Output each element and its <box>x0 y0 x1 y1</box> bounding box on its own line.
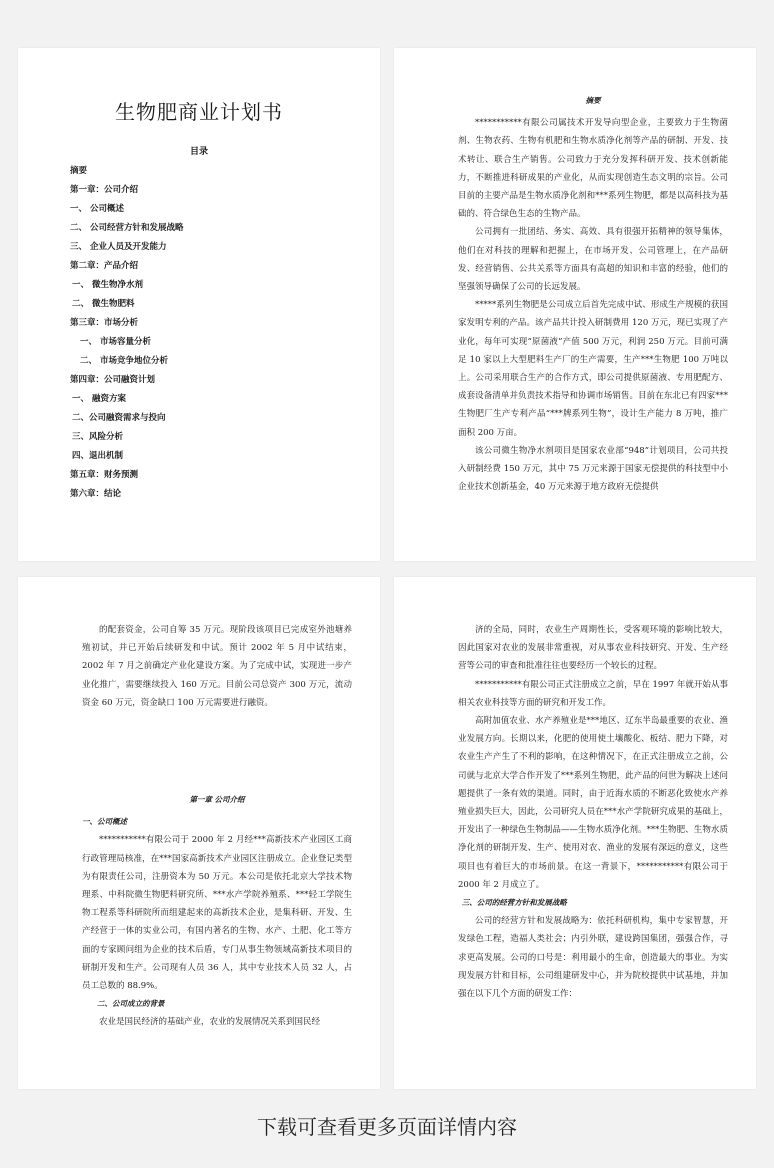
body-paragraph: ***********有限公司正式注册成立之前，早在 1997 年就开始从事相关农业科技等方面的研究和开发工作。 <box>458 679 728 708</box>
summary-paragraph: 该公司微生物净水剂项目是国家农业部“948”计划项目，公司共投入研制经费 150 万元，其中 75 万元来源于国家无偿提供的科技型中小企业技术创新基金，40 万元来源于地方政府无偿提供 <box>458 445 728 493</box>
body-paragraph: 高附加值农业、水产养殖业是***地区、辽东半岛最重要的农业、渔业发展方向。长期以来，化肥的使用使土壤酸化、板结、肥力下降，对农业生产产生了不利的影响，在这种情况下，在正式注册成立之前，公司就与北京大学合作开发了***系列生物肥，此产品的问世为解决上述问题提供了一条有效的渠道。同时，由于近海水质的不断恶化致使水产养殖业损失巨大，因此，公司研究人员在***水产学院研究成果的基础上，开发出了一种绿色生物制品——生物水质净化剂。***生物肥、生物水质净化剂的研制开发、生产、使用对农、渔业的发展有深远的意义，这些项目也有着巨大的市场前景。在这一背景下，***********有限公司于 2000 年 2 月成立了。 <box>458 716 728 890</box>
toc-item: 第二章：产品介绍 <box>70 261 139 271</box>
document-page-4 <box>394 577 756 1089</box>
company-overview-heading: 一、公司概述 <box>82 817 127 827</box>
toc-item: 第六章：结论 <box>70 489 122 499</box>
table-of-contents <box>70 162 350 504</box>
page3-top-text <box>82 621 352 712</box>
summary-paragraph: *****系列生物肥是公司成立后首先完成中试、形成生产规模的获国家发明专利的产品。该产品共计投入研制费用 120 万元，现已实现了产业化，每年可实现“原菌液”产值 500 万元，利润 250 万元。目前可满足 10 家以上大型肥料生产厂的生产需要，生产***生物肥 100 万吨以上。公司采用联合生产的合作方式，即公司提供原菌液、专用肥配方、成套设备清单并负责技术指导和协调市场销售。目前在东北已有四家***生物肥厂生产专利产品“***牌系列生物”，设计生产能力 8 万吨，推广面积 200 万亩。 <box>458 300 728 438</box>
funding-paragraph <box>82 621 352 712</box>
toc-item: 二、 公司经营方针和发展战略 <box>70 223 184 233</box>
summary-heading: 摘要 <box>585 96 601 105</box>
chapter-one-heading: 第一章 公司介绍 <box>189 795 245 804</box>
toc-item: 一、 公司概述 <box>70 204 124 214</box>
summary-paragraph: 公司拥有一批团结、务实、高效、具有很强开拓精神的领导集体，他们在对科技的理解和把握上，在市场开发、公司管理上，在产品研发、经营销售、公共关系等方面具有高超的知识和丰富的经验，他们的坚强领导确保了公司的长远发展。 <box>458 227 728 293</box>
toc-item: 第一章：公司介绍 <box>70 185 139 195</box>
body-paragraph: 的配套资金，公司自筹 35 万元。现阶段该项目已完成室外池塘养殖初试，并已开始后续研发和中试。预计 2002 年 5 月中试结束，2002 年 7 月之前确定产业化建设方案。为了完成中试，实现进一步产业化推广，需要继续投入 160 万元。目前公司总资产 300 万元，流动资金 60 万元，资金缺口 100 万元需要进行融资。 <box>82 625 352 708</box>
toc-item: 摘要 <box>70 166 88 176</box>
toc-item: 一、 市场容量分析 <box>80 337 151 347</box>
toc-item: 一、 融资方案 <box>72 394 126 404</box>
body-paragraph: 农业是国民经济的基础产业，农业的发展情况关系到国民经 <box>99 1017 321 1028</box>
toc-item: 二、 微生物肥料 <box>72 299 135 309</box>
toc-item: 二、公司融资需求与投向 <box>72 413 166 423</box>
company-background-paragraphs <box>82 1013 352 1031</box>
strategy-paragraphs <box>458 912 728 1003</box>
background-paragraphs <box>458 621 728 894</box>
toc-item: 第四章：公司融资计划 <box>70 375 156 385</box>
toc-item: 第三章：市场分析 <box>70 318 139 328</box>
body-paragraph: 济的全局，同时，农业生产周期性长，受客观环境的影响比较大，因此国家对农业的发展非常重视，对从事农业科技研究、开发、生产经营等公司的审查和批准往往也要经历一个较长的过程。 <box>458 625 728 672</box>
body-paragraph: 公司的经营方针和发展战略为：依托科研机构，集中专家智慧，开发绿色工程，造福人类社会；内引外联，建设跨国集团，强强合作，寻求更高发展。公司的口号是：利用最小的生命，创造最大的事业。为实现发展方针和目标，公司组建研发中心，并为院校提供中试基地，并加强在以下几个方面的研发工作： <box>458 916 728 1000</box>
summary-paragraphs <box>458 114 728 496</box>
toc-item: 一、 微生物净水剂 <box>72 280 143 290</box>
summary-paragraph: ***********有限公司属技术开发导向型企业，主要致力于生物菌剂、生物农药、生物有机肥和生物水质净化剂等产品的研制、开发、技术转让、联合生产销售。公司致力于充分发挥科研开发、技术创新能力，不断推进科研成果的产业化，从而实现创造生态文明的宗旨。公司目前的主要产品是生物水质净化剂和***系列生物肥，都是以高科技为基础的、符合绿色生态的生物产品。 <box>458 118 728 220</box>
document-title: 生物肥商业计划书 <box>115 100 283 124</box>
body-paragraph: ***********有限公司于 2000 年 2 月经***高新技术产业园区工商行政管理局核准，在***国家高新技术产业园区注册成立。企业登记类型为有限责任公司，注册资本为 50 万元。本公司是依托北京大学技术物理系、中科院微生物肥料研究所、***水产学院养殖系、***轻工学院生物工程系等科研院所而组建起来的高新技术企业，是集科研、开发、生产经营于一体的实业公司，有国内著名的生物、水产、土肥、化工等方面的专家顾问组为企业的技术后盾，专门从事生物领域高新技术项目的研制开发和生产。公司现有人员 36 人，其中专业技术人员 32 人，占员工总数的 88.9%。 <box>82 835 352 992</box>
toc-item: 三、 企业人员及开发能力 <box>70 242 167 252</box>
chapter-one-section <box>82 791 352 1032</box>
company-overview-paragraphs <box>82 831 352 995</box>
toc-item: 四、退出机制 <box>72 451 124 461</box>
company-background-heading: 二、公司成立的背景 <box>97 999 165 1009</box>
summary-section <box>458 92 728 496</box>
page4-text <box>458 621 728 1003</box>
document-page-1 <box>18 48 380 561</box>
toc-item: 二、 市场竞争地位分析 <box>80 356 168 366</box>
toc-item: 第五章：财务预测 <box>70 470 139 480</box>
document-page-3 <box>18 577 380 1089</box>
toc-heading: 目录 <box>189 147 208 157</box>
strategy-heading: 三、公司的经营方针和发展战略 <box>461 898 567 908</box>
download-more-caption: 下载可查看更多页面详情内容 <box>257 1115 517 1139</box>
document-page-2 <box>394 48 756 561</box>
toc-item: 三、风险分析 <box>72 432 124 442</box>
